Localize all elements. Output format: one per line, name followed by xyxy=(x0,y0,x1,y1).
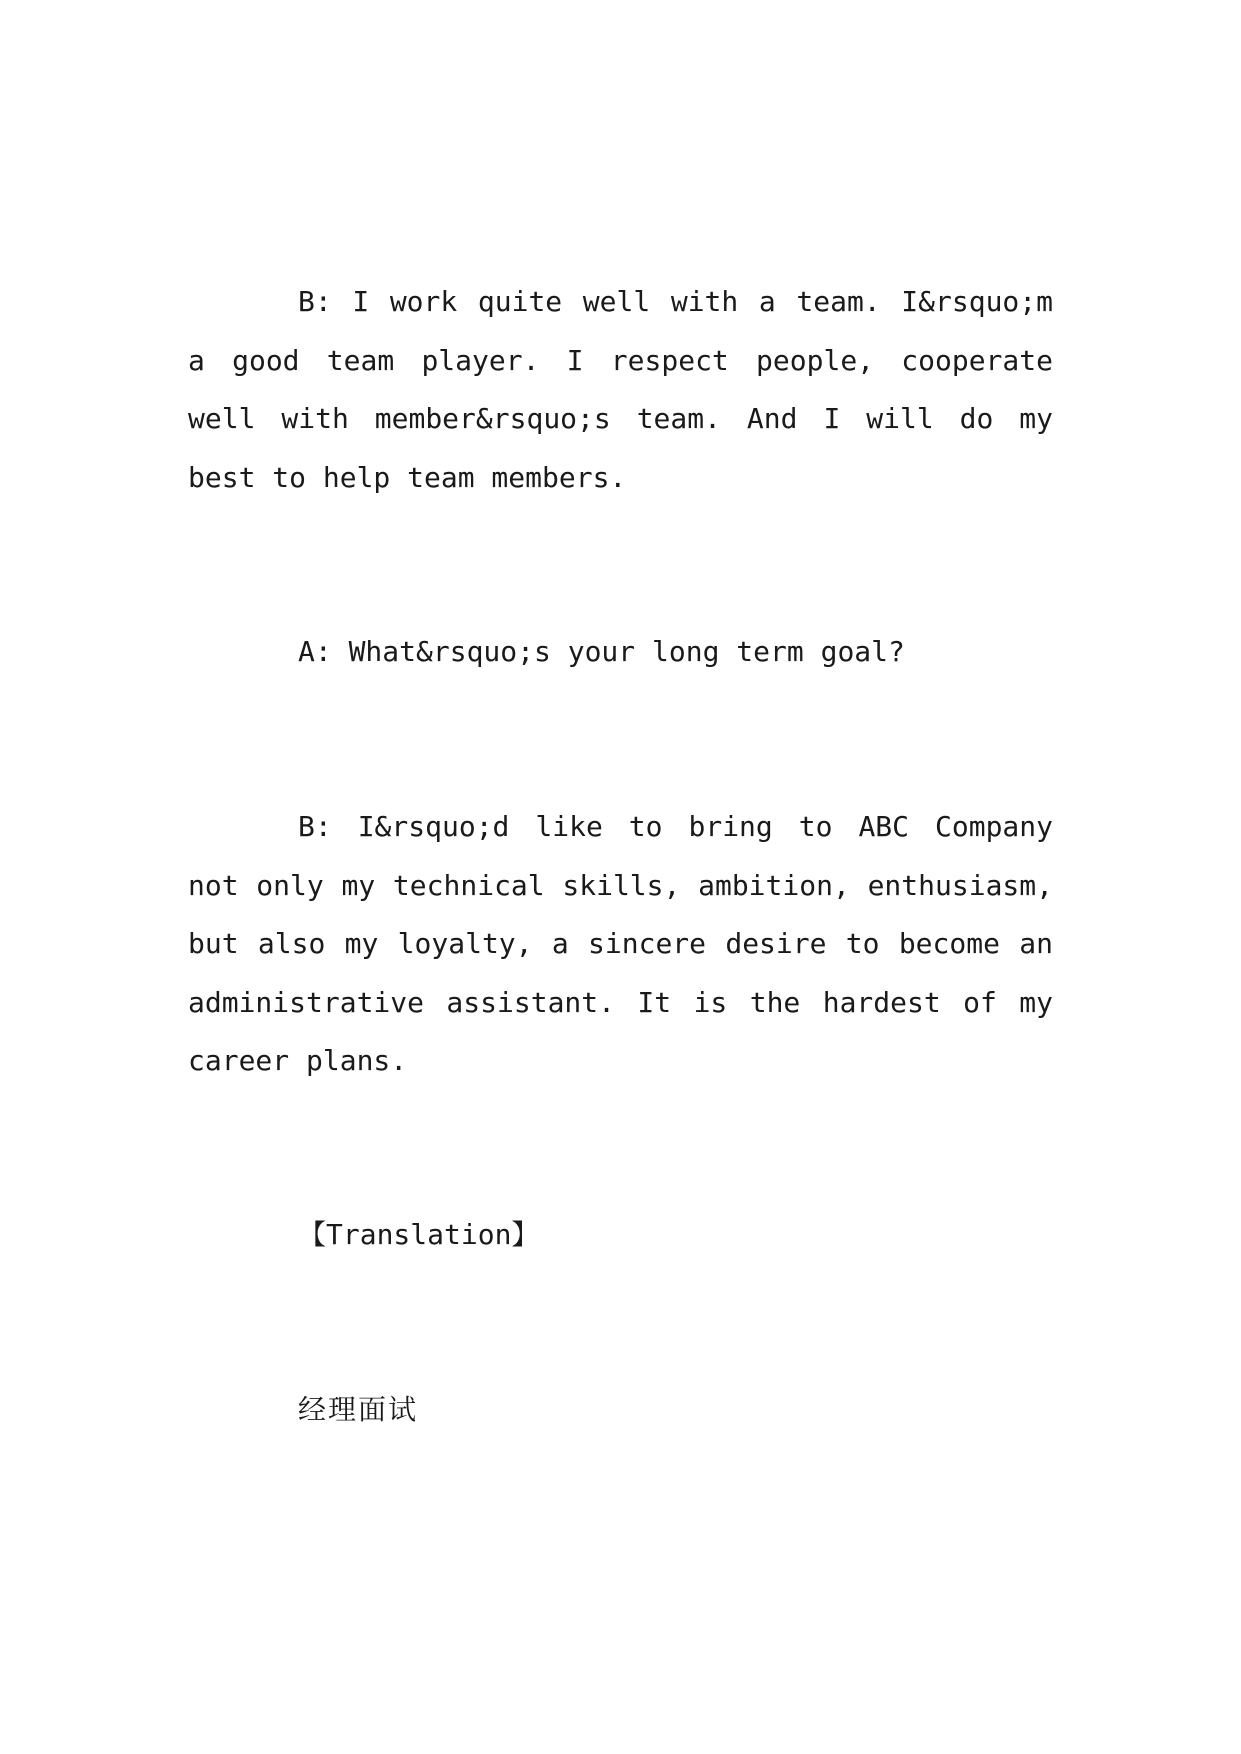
answer-teamwork-paragraph: B: I work quite well with a team. I&rsquo;m a good team player. I respect people, cooperate well with member&rsquo;s team. And I will do my best to help team members. xyxy=(188,285,1053,494)
translation-heading: 【Translation】 xyxy=(298,1218,540,1251)
chinese-title-paragraph: 经理面试 xyxy=(298,1393,419,1426)
question-long-term-goal-paragraph: A: What&rsquo;s your long term goal? xyxy=(298,635,905,668)
answer-long-term-goal-paragraph: B: I&rsquo;d like to bring to ABC Company not only my technical skills, ambition, enthusiasm, but also my loyalty, a sincere desire to become an administrative assistant. It is the hardest of my career plans. xyxy=(188,810,1053,1077)
